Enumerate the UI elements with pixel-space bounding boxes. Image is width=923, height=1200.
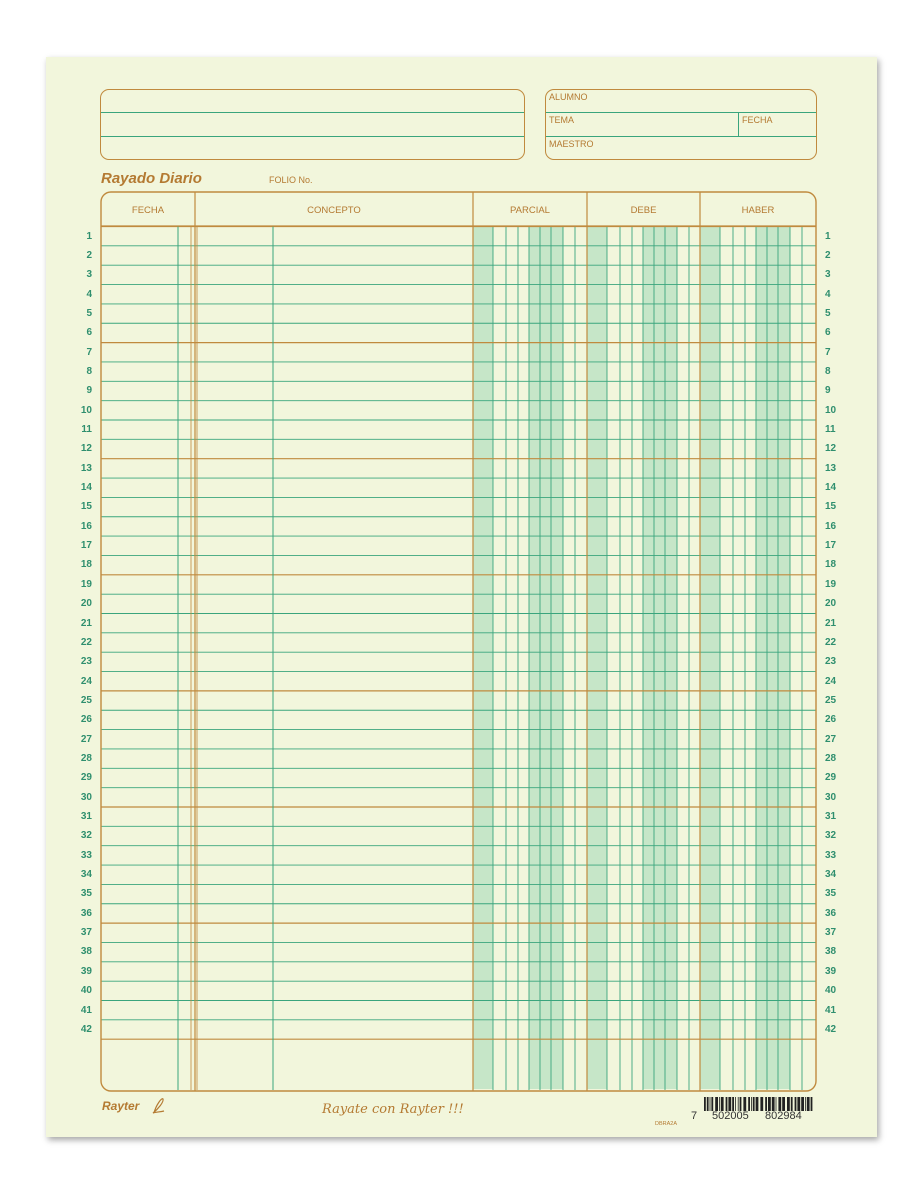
row-number-left: 3 — [86, 269, 92, 281]
barcode-bar — [787, 1097, 790, 1111]
row-number-right: 17 — [825, 540, 837, 552]
row-number-left: 29 — [80, 772, 92, 784]
column-header-fecha: FECHA — [131, 205, 165, 216]
row-number-left: 17 — [80, 540, 92, 552]
column-header-haber: HABER — [741, 205, 775, 216]
amount-shade — [778, 226, 790, 1089]
row-number-left: 5 — [86, 307, 92, 319]
barcode-bar — [753, 1097, 755, 1111]
barcode-bar — [772, 1097, 775, 1111]
row-number-left: 36 — [80, 907, 92, 919]
row-number-right: 41 — [825, 1004, 837, 1016]
barcode-bar — [732, 1097, 734, 1111]
brand-logo: Rayter — [102, 1099, 140, 1113]
row-number-right: 5 — [825, 307, 831, 319]
row-number-right: 27 — [825, 733, 837, 745]
row-number-left: 13 — [80, 462, 92, 474]
barcode-bar — [776, 1097, 777, 1111]
row-number-right: 4 — [825, 288, 831, 300]
amount-shade — [587, 226, 607, 1089]
slogan: Rayate con Rayter !!! — [322, 1102, 464, 1117]
barcode-bar — [748, 1097, 750, 1111]
amount-shade — [700, 226, 720, 1089]
row-number-left: 20 — [80, 598, 92, 610]
row-number-left: 27 — [80, 733, 92, 745]
row-number-right: 25 — [825, 694, 837, 706]
barcode-bar — [711, 1097, 713, 1111]
row-number-right: 14 — [825, 482, 837, 494]
barcode-bar — [782, 1097, 785, 1111]
barcode-bar — [768, 1097, 771, 1111]
row-number-left: 10 — [80, 404, 92, 416]
row-number-right: 24 — [825, 675, 837, 687]
alumno-label: ALUMNO — [549, 92, 588, 102]
barcode-bar — [807, 1097, 810, 1111]
row-number-right: 30 — [825, 791, 837, 803]
amount-shade — [643, 226, 654, 1089]
row-number-right: 40 — [825, 985, 837, 997]
row-number-right: 28 — [825, 752, 837, 764]
row-number-right: 32 — [825, 830, 837, 842]
barcode-bar — [760, 1097, 763, 1111]
amount-shade — [529, 226, 540, 1089]
row-number-right: 38 — [825, 946, 837, 958]
row-number-left: 32 — [80, 830, 92, 842]
row-number-right: 33 — [825, 849, 837, 861]
barcode-bar — [735, 1097, 736, 1111]
row-number-left: 4 — [86, 288, 92, 300]
product-code: DBRA2A — [655, 1121, 678, 1127]
barcode-bar — [728, 1097, 731, 1111]
row-number-left: 16 — [80, 520, 92, 532]
row-number-left: 6 — [86, 327, 92, 339]
barcode-bar — [704, 1097, 706, 1111]
row-number-left: 19 — [80, 578, 92, 590]
tema-label: TEMA — [549, 115, 575, 125]
row-number-left: 40 — [80, 985, 92, 997]
barcode-bar — [765, 1097, 767, 1111]
row-number-right: 16 — [825, 520, 837, 532]
amount-shade — [654, 226, 665, 1089]
barcode-bar — [791, 1097, 793, 1111]
row-number-right: 21 — [825, 617, 837, 629]
folio-label: FOLIO No. — [269, 175, 313, 185]
row-number-left: 30 — [80, 791, 92, 803]
row-number-right: 36 — [825, 907, 837, 919]
barcode-bar — [710, 1097, 711, 1111]
barcode-bar — [743, 1097, 746, 1111]
row-number-right: 42 — [825, 1023, 837, 1035]
row-number-right: 29 — [825, 772, 837, 784]
barcode-left-digits: 502005 — [712, 1110, 749, 1122]
amount-shade — [540, 226, 551, 1089]
row-number-left: 33 — [80, 849, 92, 861]
barcode-bar — [801, 1097, 804, 1111]
row-number-left: 23 — [80, 656, 92, 668]
amount-shade — [756, 226, 767, 1089]
row-number-left: 22 — [80, 636, 92, 648]
row-number-left: 2 — [86, 249, 92, 261]
row-number-left: 25 — [80, 694, 92, 706]
row-number-left: 38 — [80, 946, 92, 958]
row-number-left: 26 — [80, 714, 92, 726]
column-header-concepto: CONCEPTO — [307, 205, 361, 216]
brand-signature-icon — [150, 1095, 166, 1115]
row-number-left: 14 — [80, 482, 92, 494]
row-number-right: 37 — [825, 927, 837, 939]
maestro-label: MAESTRO — [549, 139, 594, 149]
row-number-right: 31 — [825, 811, 837, 822]
row-number-left: 18 — [80, 559, 92, 571]
barcode-bar — [795, 1097, 797, 1111]
amount-shade — [551, 226, 563, 1089]
row-number-right: 11 — [825, 424, 836, 435]
row-number-left: 24 — [80, 675, 92, 687]
row-number-left: 21 — [80, 617, 92, 629]
barcode-bar — [707, 1097, 709, 1111]
row-number-right: 10 — [825, 404, 837, 416]
row-number-right: 7 — [825, 346, 831, 358]
row-number-left: 34 — [80, 869, 92, 881]
amount-shade — [665, 226, 677, 1089]
column-header-debe: DEBE — [630, 205, 657, 216]
row-number-right: 19 — [825, 578, 837, 590]
row-number-left: 9 — [86, 385, 92, 397]
barcode-bar — [811, 1097, 813, 1111]
row-number-left: 39 — [80, 965, 92, 977]
barcode-bar — [726, 1097, 728, 1111]
row-number-right: 18 — [825, 559, 837, 571]
row-number-left: 35 — [80, 888, 92, 900]
row-number-left: 11 — [81, 424, 92, 435]
barcode-bar — [740, 1097, 742, 1111]
row-number-left: 1 — [86, 230, 92, 242]
row-number-right: 13 — [825, 462, 837, 474]
barcode-bar — [751, 1097, 752, 1111]
barcode-bar — [756, 1097, 759, 1111]
row-number-left: 42 — [80, 1023, 92, 1035]
barcode-bar — [721, 1097, 724, 1111]
row-number-right: 26 — [825, 714, 837, 726]
row-number-left: 15 — [80, 501, 92, 513]
row-number-right: 15 — [825, 501, 837, 513]
barcode-bar — [738, 1097, 739, 1111]
row-number-left: 28 — [80, 752, 92, 764]
amount-shade — [473, 226, 493, 1089]
row-number-right: 1 — [825, 230, 831, 242]
barcode-bar — [715, 1097, 718, 1111]
row-number-right: 23 — [825, 656, 837, 668]
page-title: Rayado Diario — [101, 170, 202, 187]
row-number-right: 35 — [825, 888, 837, 900]
fecha-field-label: FECHA — [742, 115, 773, 125]
barcode-right-digits: 802984 — [765, 1110, 802, 1122]
row-number-right: 2 — [825, 249, 831, 261]
barcode-bar — [719, 1097, 720, 1111]
barcode — [704, 1097, 814, 1111]
row-number-right: 34 — [825, 869, 837, 881]
row-number-left: 8 — [86, 365, 92, 377]
row-number-right: 8 — [825, 365, 831, 377]
row-number-right: 22 — [825, 636, 837, 648]
column-header-parcial: PARCIAL — [510, 205, 550, 216]
row-number-right: 12 — [825, 443, 837, 455]
row-number-left: 12 — [80, 443, 92, 455]
row-number-left: 41 — [80, 1004, 92, 1016]
barcode-bar — [805, 1097, 806, 1111]
barcode-bar — [797, 1097, 800, 1111]
row-number-right: 9 — [825, 385, 831, 397]
row-number-right: 3 — [825, 269, 831, 281]
row-number-left: 37 — [80, 927, 92, 939]
row-number-right: 39 — [825, 965, 837, 977]
row-number-left: 31 — [80, 811, 92, 822]
amount-shade — [767, 226, 778, 1089]
barcode-first-digit: 7 — [691, 1110, 698, 1122]
row-number-right: 6 — [825, 327, 831, 339]
row-number-left: 7 — [86, 346, 92, 358]
row-number-right: 20 — [825, 598, 837, 610]
barcode-bar — [778, 1097, 781, 1111]
